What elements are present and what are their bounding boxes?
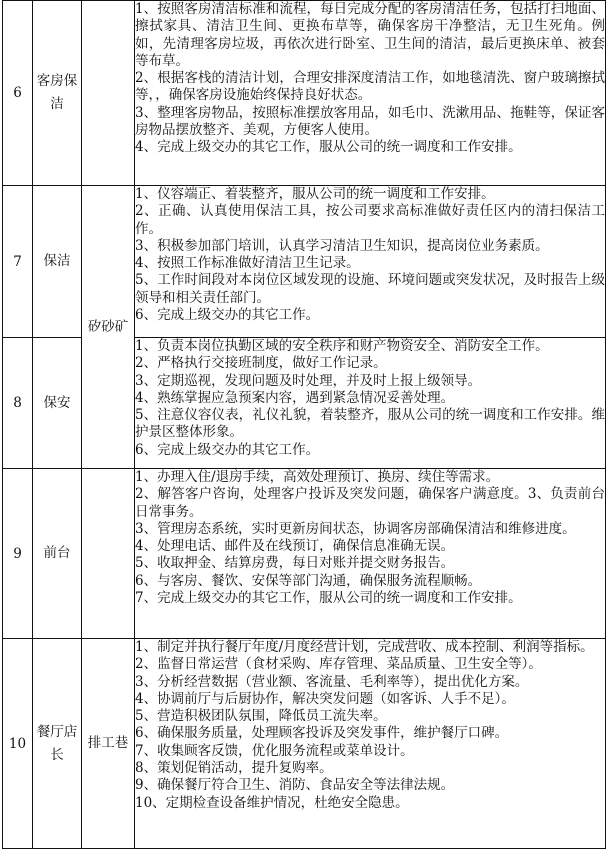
row-number: 10: [3, 639, 33, 849]
duty-item: 2、正确、认真使用保洁工具，按公司要求高标准做好责任区内的清扫保洁工作。: [135, 203, 605, 237]
duty-item: 10、定期检查设备维护情况，杜绝安全隐患。: [135, 794, 409, 811]
duties-cell: [135, 1, 606, 186]
duty-item: 3、整理客房物品，按照标准摆放客用品，如毛巾、洗漱用品、拖鞋等，保证客房物品摆放整齐、美观，方便客人使用。: [135, 104, 605, 139]
duty-item: 3、定期巡视，发现问题及时处理，并及时上报上级领导。: [135, 372, 482, 389]
duties-cell: [135, 338, 606, 469]
duty-item: 8、策划促销活动，提升复购率。: [135, 760, 333, 777]
duty-item: 6、完成上级交办的其它工作。: [135, 441, 320, 458]
duty-item: 2、严格执行交接班制度，做好工作记录。: [135, 355, 387, 372]
row-number: 9: [3, 469, 33, 639]
duty-item: 5、注意仪容仪表，礼仪礼貌，着装整齐，服从公司的统一调度和工作安排。维护景区整体形象。: [135, 407, 605, 441]
duty-item: 3、积极参加部门培训，认真学习清洁卫生知识，提高岗位业务素质。: [135, 237, 549, 254]
duty-item: 2、根据客栈的清洁计划，合理安排深度清洁工作，如地毯清洗、窗户玻璃擦拭等，，确保客房设施始终保持良好状态。: [135, 70, 605, 104]
duty-item: 4、处理电话、邮件及在线预订，确保信息准确无误。: [135, 538, 455, 555]
duty-item: 7、完成上级交办的其它工作，服从公司的统一调度和工作安排。: [135, 590, 522, 607]
duty-item: 3、管理房态系统，实时更新房间状态，协调客房部确保清洁和维修进度。: [135, 520, 576, 537]
location-cell-empty: [82, 1, 135, 186]
job-duties-table: [2, 0, 606, 849]
duty-item: 7、收集顾客反馈，优化服务流程或菜单设计。: [135, 742, 414, 759]
role-name: 餐厅店长: [33, 639, 82, 849]
duty-item: 6、确保服务质量，处理顾客投诉及突发事件，维护餐厅口碑。: [135, 725, 509, 742]
row-number: 6: [3, 1, 33, 186]
table-row: [3, 1, 606, 186]
duty-item: 4、完成上级交办的其它工作，服从公司的统一调度和工作安排。: [135, 139, 522, 156]
duty-item: 6、与客房、餐饮、安保等部门沟通，确保服务流程顺畅。: [135, 572, 482, 589]
duty-item: 5、工作时间段对本岗位区域发现的设施、环境问题或突发状况，及时报告上级领导和相关责任部门。: [135, 272, 605, 306]
location-cell-empty: [82, 469, 135, 639]
duty-item: 5、收取押金、结算房费，每日对账并提交财务报告。: [135, 555, 455, 572]
duties-cell: [135, 186, 606, 338]
duty-item: 9、确保餐厅符合卫生、消防、食品安全等法律法规。: [135, 777, 455, 794]
role-name: 客房保洁: [33, 1, 82, 186]
duty-item: 1、仪容端正、着装整齐，服从公司的统一调度和工作安排。: [135, 186, 495, 202]
duty-item: 4、按照工作标准做好清洁卫生记录。: [135, 255, 360, 272]
location-cell: 矽砂矿: [82, 186, 135, 469]
role-name: 保洁: [33, 186, 82, 338]
duty-item: 1、负责本岗位执勤区域的安全秩序和财产物资安全、消防安全工作。: [135, 338, 549, 354]
duties-cell: [135, 639, 606, 849]
row-number: 8: [3, 338, 33, 469]
duties-cell: [135, 469, 606, 639]
duty-item: 1、按照客房清洁标准和流程，每日完成分配的客房清洁任务，包括打扫地面、擦拭家具、清洁卫生间、更换布草等，确保客房干净整洁，无卫生死角。例如，先清理客房垃圾，再依次进行卧室、卫生间的清洁，最后更换床单、被套等布草。: [135, 1, 605, 69]
location-cell: 排工巷: [82, 639, 135, 849]
role-name: 保安: [33, 338, 82, 469]
role-name: 前台: [33, 469, 82, 639]
duty-item: 2、解答客户咨询，处理客户投诉及突发问题，确保客户满意度。3、负责前台日常事务。: [135, 486, 605, 520]
duty-item: 4、熟练掌握应急预案内容，遇到紧急情况妥善处理。: [135, 389, 455, 406]
duty-item: 5、营造积极团队氛围，降低员工流失率。: [135, 708, 387, 725]
duty-item: 1、办理入住/退房手续，高效处理预订、换房、续住等需求。: [135, 469, 500, 485]
table-row: [3, 469, 606, 639]
duty-item: 2、监督日常运营（食材采购、库存管理、菜品质量、卫生安全等）。: [135, 656, 542, 673]
duty-item: 6、完成上级交办的其它工作。: [135, 307, 320, 324]
table-row: [3, 186, 606, 338]
duty-item: 1、制定并执行餐厅年度/月度经营计划，完成营收、成本控制、利润等指标。: [135, 639, 594, 655]
duty-item: 3、分析经营数据（营业额、客流量、毛利率等），提出优化方案。: [135, 673, 529, 690]
row-number: 7: [3, 186, 33, 338]
duty-item: 4、协调前厅与后厨协作，解决突发问题（如客诉、人手不足）。: [135, 690, 515, 707]
table-row: [3, 639, 606, 849]
